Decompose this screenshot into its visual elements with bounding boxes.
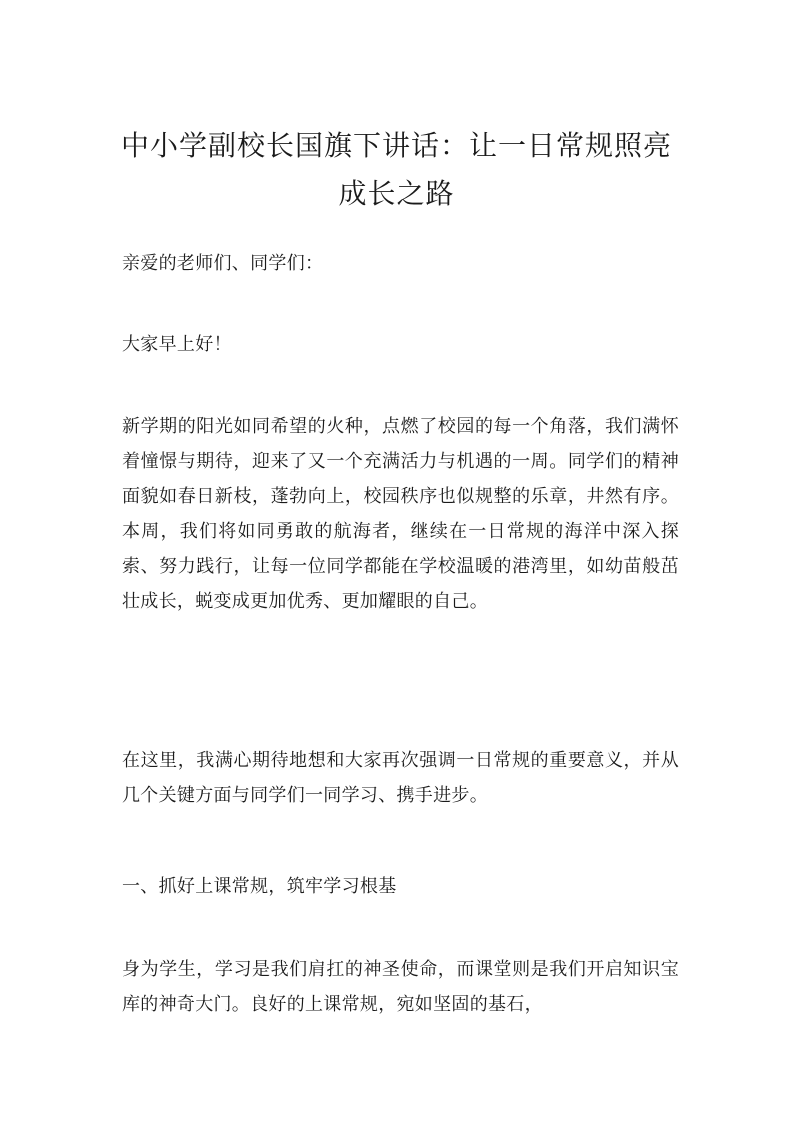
section-heading-1: 一、抓好上课常规，筑牢学习根基 [122,876,397,897]
body-paragraph-3: 身为学生，学习是我们肩扛的神圣使命，而课堂则是我们开启知识宝库的神奇大门。良好的上课常规，宛如坚固的基石， [122,959,679,1015]
document-title: 中小学副校长国旗下讲话：让一日常规照亮成长之路 [120,129,672,210]
greeting-line: 亲爱的老师们、同学们： [122,253,324,274]
body-paragraph-2: 在这里，我满心期待地想和大家再次强调一日常规的重要意义，并从几个关键方面与同学们一同学习、携手进步。 [122,750,679,806]
salutation-line: 大家早上好！ [122,334,232,355]
body-paragraph-1: 新学期的阳光如同希望的火种，点燃了校园的每一个角落，我们满怀着憧憬与期待，迎来了又一个充满活力与机遇的一周。同学们的精神面貌如春日新枝，蓬勃向上，校园秩序也似规整的乐章，井然有序。本周，我们将如同勇敢的航海者，继续在一日常规的海洋中深入探索、努力践行，让每一位同学都能在学校温暖的港湾里，如幼苗般茁壮成长，蜕变成更加优秀、更加耀眼的自己。 [122,416,679,612]
